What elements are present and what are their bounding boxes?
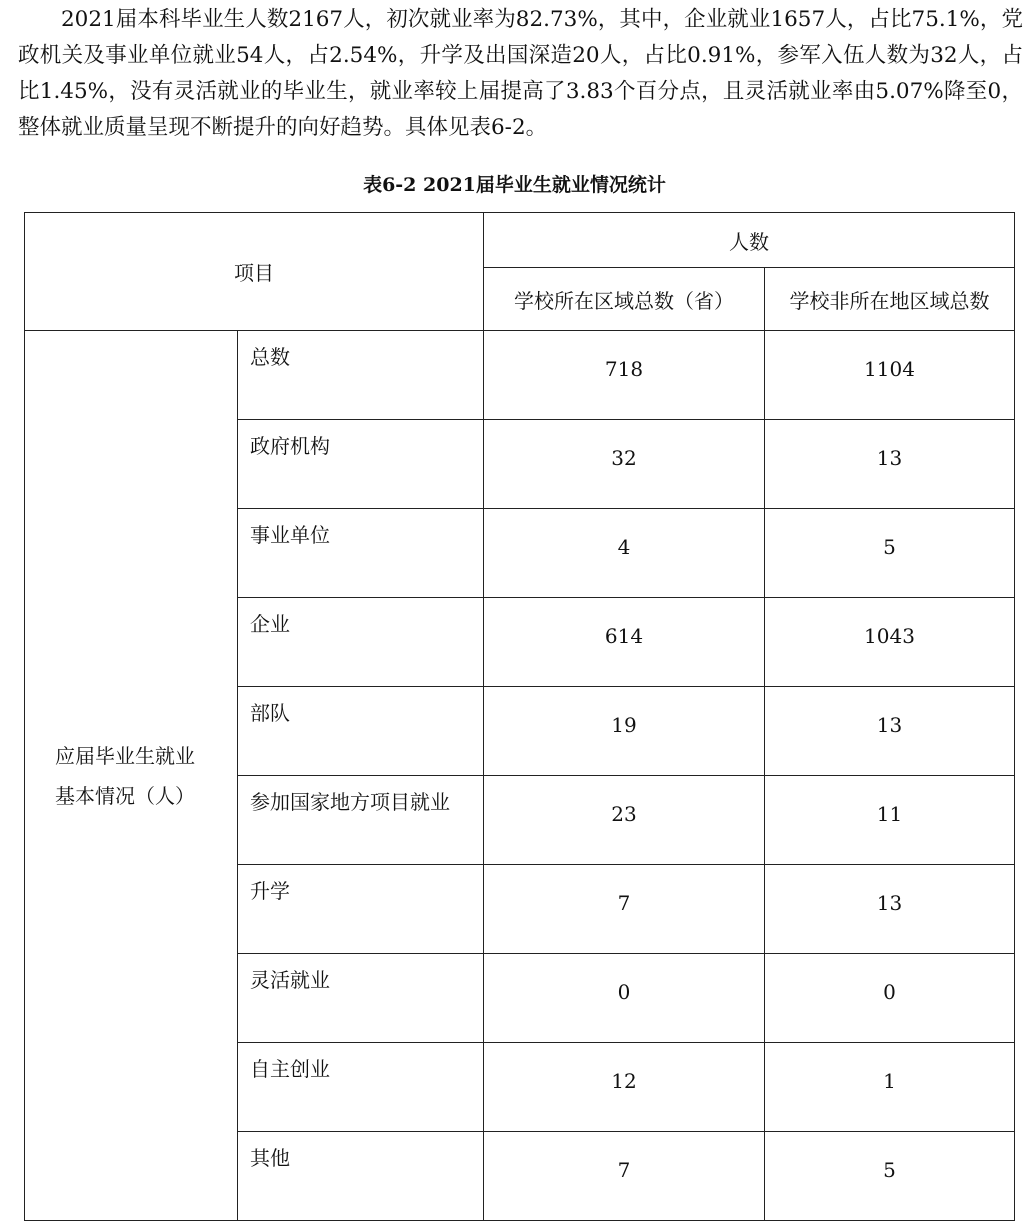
row-other-cell: 13 <box>765 420 1015 509</box>
row-other-cell: 0 <box>765 954 1015 1043</box>
header-item-cell: 项目 <box>25 213 484 331</box>
table-caption: 表6-2 2021届毕业生就业情况统计 <box>363 174 666 196</box>
row-other-cell: 1 <box>765 1043 1015 1132</box>
row-other-cell: 13 <box>765 865 1015 954</box>
row-province-cell: 0 <box>484 954 765 1043</box>
group-label-line1: 应届毕业生就业 <box>55 743 195 768</box>
row-province-cell: 32 <box>484 420 765 509</box>
row-item-cell: 部队 <box>238 687 484 776</box>
row-item-cell: 升学 <box>238 865 484 954</box>
row-item-cell: 灵活就业 <box>238 954 484 1043</box>
row-item-cell: 企业 <box>238 598 484 687</box>
row-other-cell: 5 <box>765 1132 1015 1221</box>
group-label-cell <box>25 331 238 1221</box>
row-province-cell: 19 <box>484 687 765 776</box>
row-other-cell: 13 <box>765 687 1015 776</box>
row-province-cell: 23 <box>484 776 765 865</box>
row-province-cell: 614 <box>484 598 765 687</box>
row-item-cell: 总数 <box>238 331 484 420</box>
header-province-cell: 学校所在区域总数（省） <box>484 268 765 331</box>
row-province-cell: 718 <box>484 331 765 420</box>
row-province-cell: 4 <box>484 509 765 598</box>
row-province-cell: 12 <box>484 1043 765 1132</box>
header-count-cell: 人数 <box>484 213 1015 268</box>
row-other-cell: 5 <box>765 509 1015 598</box>
table-row <box>25 331 1015 420</box>
group-label-line2: 基本情况（人） <box>55 783 195 808</box>
row-province-cell: 7 <box>484 1132 765 1221</box>
row-item-cell: 参加国家地方项目就业 <box>238 776 484 865</box>
body-paragraph: 2021届本科毕业生人数2167人，初次就业率为82.73%，其中，企业就业1657人，占比75.1%，党政机关及事业单位就业54人，占2.54%，升学及出国深造20人，占比0.91%，参军入伍人数为32人，占比1.45%，没有灵活就业的毕业生，就业率较上届提高了3.83个百分点，且灵活就业率由5.07%降至0，整体就业质量呈现不断提升的向好趋势。具体见表6-2。 <box>18 7 1023 140</box>
row-other-cell: 1104 <box>765 331 1015 420</box>
row-other-cell: 11 <box>765 776 1015 865</box>
row-item-cell: 自主创业 <box>238 1043 484 1132</box>
employment-stats-table <box>24 212 1015 1221</box>
table-header-row <box>25 213 1015 268</box>
row-item-cell: 事业单位 <box>238 509 484 598</box>
row-item-cell: 其他 <box>238 1132 484 1221</box>
header-other-cell: 学校非所在地区域总数 <box>765 268 1015 331</box>
row-item-cell: 政府机构 <box>238 420 484 509</box>
row-province-cell: 7 <box>484 865 765 954</box>
row-other-cell: 1043 <box>765 598 1015 687</box>
